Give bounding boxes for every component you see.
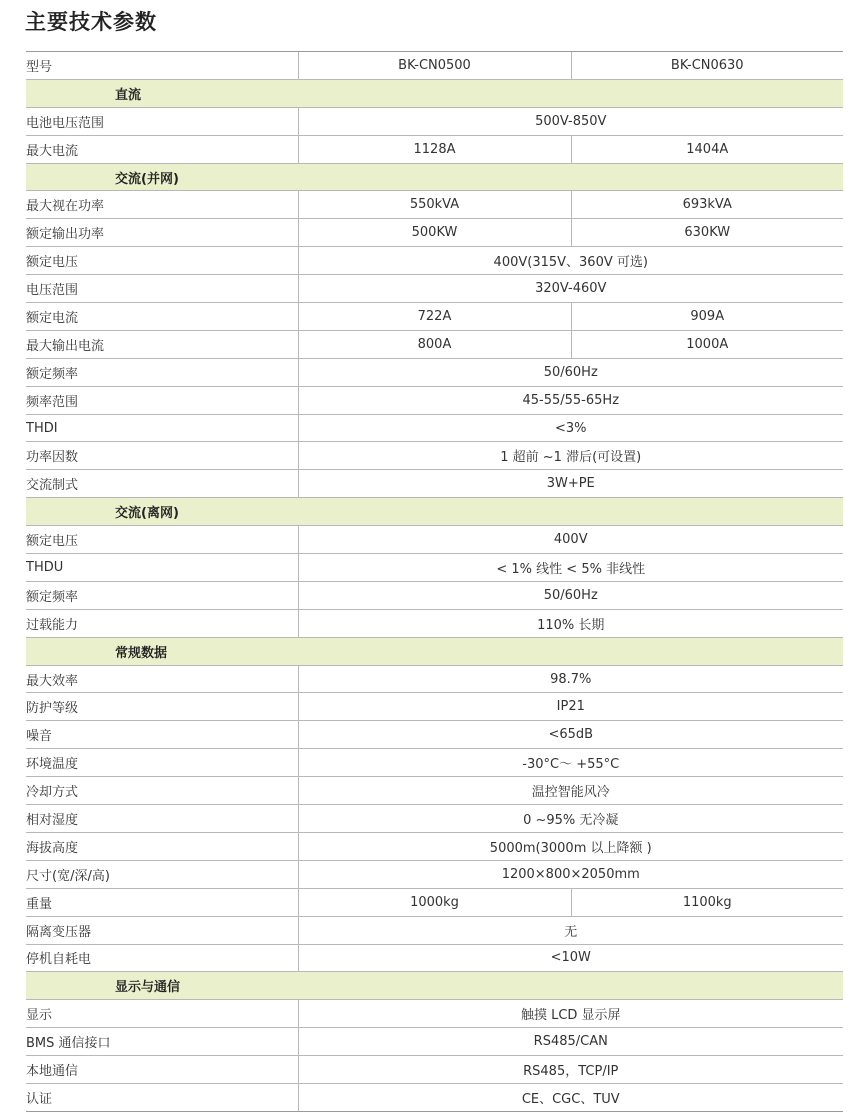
spec-row — [26, 52, 843, 80]
spec-row — [26, 777, 843, 805]
param-value-cn0630: 1404A — [571, 135, 843, 163]
param-value-cn0500: 1128A — [298, 135, 571, 163]
section-header — [26, 498, 843, 526]
spec-row — [26, 275, 843, 303]
spec-row — [26, 107, 843, 135]
spec-row — [26, 219, 843, 247]
param-label: THDI — [26, 414, 298, 442]
spec-row — [26, 944, 843, 972]
spec-row — [26, 1056, 843, 1084]
param-value-cn0500: 722A — [298, 303, 571, 331]
param-value-cn0500: BK-CN0500 — [298, 52, 571, 80]
spec-row — [26, 1083, 843, 1111]
param-label: 额定电压 — [26, 526, 298, 554]
spec-row — [26, 191, 843, 219]
param-label: 认证 — [26, 1083, 298, 1111]
param-value-shared: <3% — [298, 414, 843, 442]
section-title: 常规数据 — [26, 637, 843, 665]
spec-row — [26, 386, 843, 414]
param-label: 过载能力 — [26, 609, 298, 637]
param-label: 环境温度 — [26, 749, 298, 777]
param-label: 额定频率 — [26, 581, 298, 609]
section-header — [26, 79, 843, 107]
param-label: 噪音 — [26, 721, 298, 749]
param-value-shared: 0 ~95% 无冷凝 — [298, 805, 843, 833]
section-header — [26, 972, 843, 1000]
param-label: 电池电压范围 — [26, 107, 298, 135]
spec-row — [26, 916, 843, 944]
spec-row — [26, 749, 843, 777]
param-label: 额定电流 — [26, 303, 298, 331]
param-value-cn0500: 800A — [298, 330, 571, 358]
param-label: 额定输出功率 — [26, 219, 298, 247]
param-label: 额定频率 — [26, 358, 298, 386]
spec-row — [26, 805, 843, 833]
param-value-shared: 温控智能风冷 — [298, 777, 843, 805]
spec-row — [26, 609, 843, 637]
param-value-shared: RS485/CAN — [298, 1028, 843, 1056]
param-value-shared: 无 — [298, 916, 843, 944]
param-value-cn0630: 909A — [571, 303, 843, 331]
spec-row — [26, 330, 843, 358]
param-label: 最大效率 — [26, 665, 298, 693]
spec-row — [26, 554, 843, 582]
param-label: 重量 — [26, 888, 298, 916]
param-label: 型号 — [26, 52, 298, 80]
section-header — [26, 163, 843, 191]
param-value-shared: 1200×800×2050mm — [298, 860, 843, 888]
param-value-cn0500: 500KW — [298, 219, 571, 247]
param-label: 尺寸(宽/深/高) — [26, 860, 298, 888]
param-value-shared: 触摸 LCD 显示屏 — [298, 1000, 843, 1028]
param-value-shared: 98.7% — [298, 665, 843, 693]
spec-row — [26, 442, 843, 470]
param-value-cn0500: 550kVA — [298, 191, 571, 219]
param-label: 频率范围 — [26, 386, 298, 414]
param-value-shared: 50/60Hz — [298, 581, 843, 609]
param-label: 额定电压 — [26, 247, 298, 275]
spec-row — [26, 470, 843, 498]
spec-row — [26, 860, 843, 888]
param-value-shared: -30°C～ +55°C — [298, 749, 843, 777]
param-label: THDU — [26, 554, 298, 582]
spec-row — [26, 303, 843, 331]
param-value-shared: CE、CGC、TUV — [298, 1083, 843, 1111]
param-value-shared: 110% 长期 — [298, 609, 843, 637]
spec-table — [26, 51, 843, 1112]
section-title: 交流(并网) — [26, 163, 843, 191]
spec-row — [26, 665, 843, 693]
spec-table-body — [26, 52, 843, 1112]
param-value-cn0630: 1100kg — [571, 888, 843, 916]
section-title: 交流(离网) — [26, 498, 843, 526]
spec-row — [26, 414, 843, 442]
param-label: 最大输出电流 — [26, 330, 298, 358]
param-label: 隔离变压器 — [26, 916, 298, 944]
param-value-shared: 1 超前 ~1 滞后(可设置) — [298, 442, 843, 470]
spec-row — [26, 888, 843, 916]
param-label: BMS 通信接口 — [26, 1028, 298, 1056]
param-label: 本地通信 — [26, 1056, 298, 1084]
param-value-cn0630: 693kVA — [571, 191, 843, 219]
param-label: 电压范围 — [26, 275, 298, 303]
param-value-cn0630: BK-CN0630 — [571, 52, 843, 80]
param-value-shared: < 1% 线性 < 5% 非线性 — [298, 554, 843, 582]
param-value-cn0630: 1000A — [571, 330, 843, 358]
spec-row — [26, 526, 843, 554]
param-value-shared: 3W+PE — [298, 470, 843, 498]
param-label: 相对湿度 — [26, 805, 298, 833]
section-title: 直流 — [26, 79, 843, 107]
param-value-cn0500: 1000kg — [298, 888, 571, 916]
param-label: 显示 — [26, 1000, 298, 1028]
param-value-shared: 5000m(3000m 以上降额 ) — [298, 832, 843, 860]
param-label: 防护等级 — [26, 693, 298, 721]
param-value-shared: IP21 — [298, 693, 843, 721]
param-value-shared: 45-55/55-65Hz — [298, 386, 843, 414]
spec-row — [26, 721, 843, 749]
section-title: 显示与通信 — [26, 972, 843, 1000]
spec-row — [26, 693, 843, 721]
section-header — [26, 637, 843, 665]
param-label: 海拔高度 — [26, 832, 298, 860]
param-value-shared: 500V-850V — [298, 107, 843, 135]
param-label: 最大电流 — [26, 135, 298, 163]
param-value-shared: 400V(315V、360V 可选) — [298, 247, 843, 275]
spec-row — [26, 358, 843, 386]
param-value-shared: 320V-460V — [298, 275, 843, 303]
spec-row — [26, 832, 843, 860]
spec-row — [26, 1000, 843, 1028]
param-value-shared: 50/60Hz — [298, 358, 843, 386]
param-value-cn0630: 630KW — [571, 219, 843, 247]
param-label: 最大视在功率 — [26, 191, 298, 219]
param-value-shared: 400V — [298, 526, 843, 554]
param-value-shared: <65dB — [298, 721, 843, 749]
param-value-shared: RS485，TCP/IP — [298, 1056, 843, 1084]
param-label: 停机自耗电 — [26, 944, 298, 972]
param-label: 交流制式 — [26, 470, 298, 498]
param-label: 功率因数 — [26, 442, 298, 470]
spec-row — [26, 1028, 843, 1056]
spec-row — [26, 581, 843, 609]
spec-row — [26, 135, 843, 163]
param-value-shared: <10W — [298, 944, 843, 972]
param-label: 冷却方式 — [26, 777, 298, 805]
spec-row — [26, 247, 843, 275]
page-title: 主要技术参数 — [25, 10, 157, 34]
